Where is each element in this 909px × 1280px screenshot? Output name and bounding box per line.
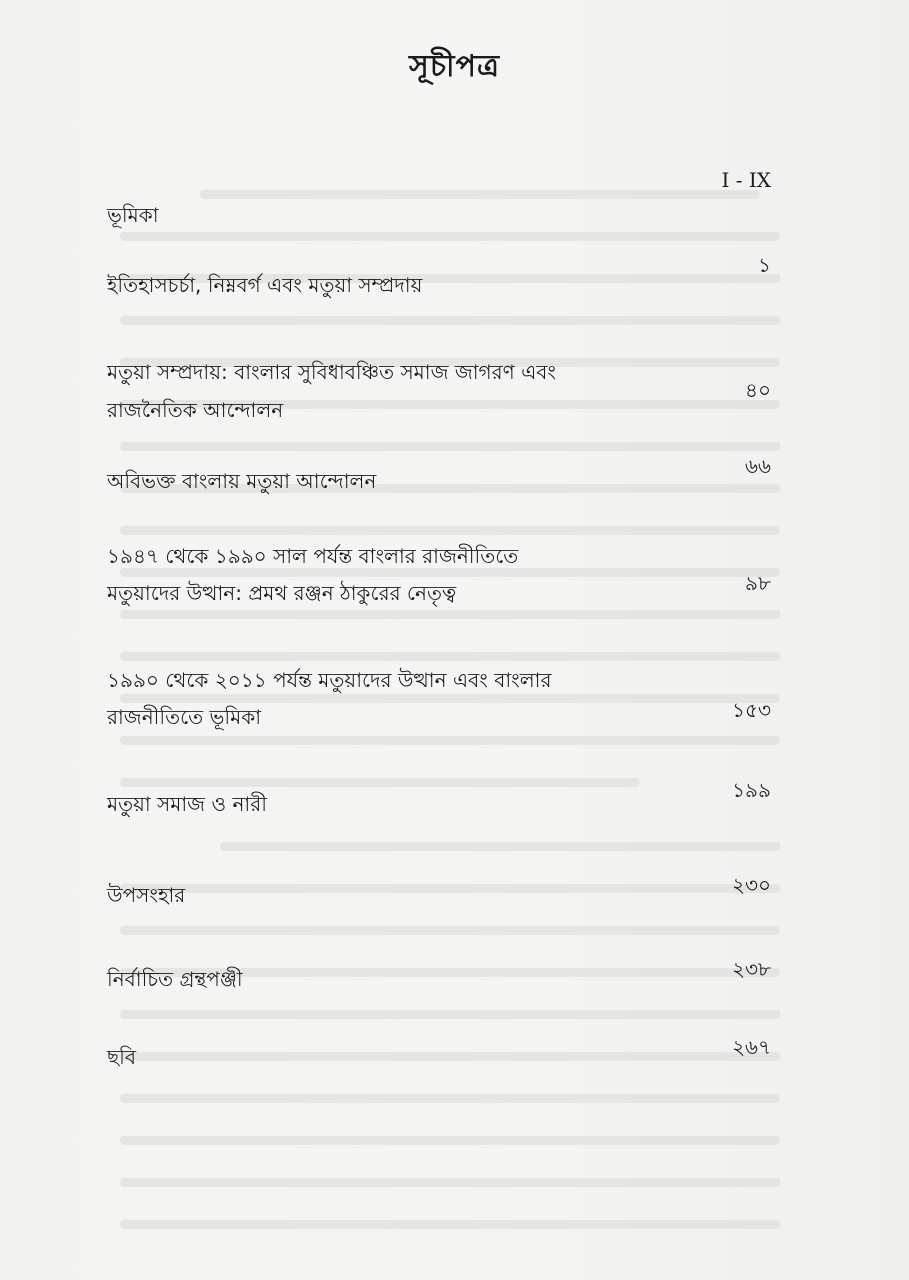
bleed-through-line: [120, 1136, 780, 1145]
toc-entry-title: মতুয়া সম্প্রদায়: বাংলার সুবিধাবঞ্চিত সমাজ জাগরণ এবং: [107, 360, 557, 384]
bleed-through-line: [120, 1052, 780, 1061]
toc-page-number: ৯৮: [745, 571, 771, 595]
toc-page-number: ২৩৮: [732, 957, 771, 981]
bleed-through-line: [120, 884, 780, 893]
toc-entry-title: ছবি: [107, 1045, 136, 1069]
bleed-through-line: [120, 442, 780, 451]
toc-entry-title: নির্বাচিত গ্রন্থপঞ্জী: [107, 967, 243, 991]
toc-page-number: ১৫৩: [732, 698, 771, 722]
bleed-through-line: [120, 1010, 780, 1019]
bleed-through-line: [120, 1178, 780, 1187]
toc-page-number: ১৯৯: [732, 778, 771, 802]
toc-entry-title-continued: রাজনৈতিক আন্দোলন: [107, 398, 284, 422]
toc-entry-title: উপসংহার: [107, 883, 186, 907]
toc-entry-title: অবিভক্ত বাংলায় মতুয়া আন্দোলন: [107, 469, 377, 493]
toc-page-number: ২৬৭: [731, 1035, 771, 1059]
bleed-through-line: [120, 1094, 780, 1103]
toc-entry-title: ভূমিকা: [107, 203, 159, 227]
bleed-through-line: [200, 190, 760, 199]
bleed-through-line: [120, 316, 780, 325]
toc-entry-title: ইতিহাসচর্চা, নিম্নবর্গ এবং মতুয়া সম্প্রদায়: [107, 273, 423, 297]
bleed-through-line: [120, 926, 780, 935]
toc-page-number: I - IX: [721, 168, 771, 192]
bleed-through-line: [120, 610, 780, 619]
bleed-through-line: [120, 652, 780, 661]
toc-entry-title: ১৯৯০ থেকে ২০১১ পর্যন্ত মতুয়াদের উত্থান এবং বাংলার: [107, 668, 552, 692]
bleed-through-line: [120, 526, 780, 535]
toc-entry-title: ১৯৪৭ থেকে ১৯৯০ সাল পর্যন্ত বাংলার রাজনীতিতে: [107, 544, 519, 568]
toc-page-number: ১: [758, 253, 771, 277]
bleed-through-line: [120, 736, 780, 745]
toc-page-number: ৪০: [745, 378, 771, 402]
toc-page-number: ২৩০: [731, 873, 771, 897]
toc-entry-title-continued: রাজনীতিতে ভূমিকা: [107, 705, 262, 729]
bleed-through-line: [120, 232, 780, 241]
bleed-through-line: [220, 842, 780, 851]
toc-entry-title-continued: মতুয়াদের উত্থান: প্রমথ রঞ্জন ঠাকুরের নেতৃত্ব: [107, 581, 457, 605]
bleed-through-line: [120, 778, 640, 787]
bleed-through-line: [120, 1220, 780, 1229]
page-title: সূচীপত্র: [409, 49, 500, 84]
toc-entry-title: মতুয়া সমাজ ও নারী: [107, 792, 267, 816]
toc-page-number: ৬৬: [744, 454, 771, 478]
